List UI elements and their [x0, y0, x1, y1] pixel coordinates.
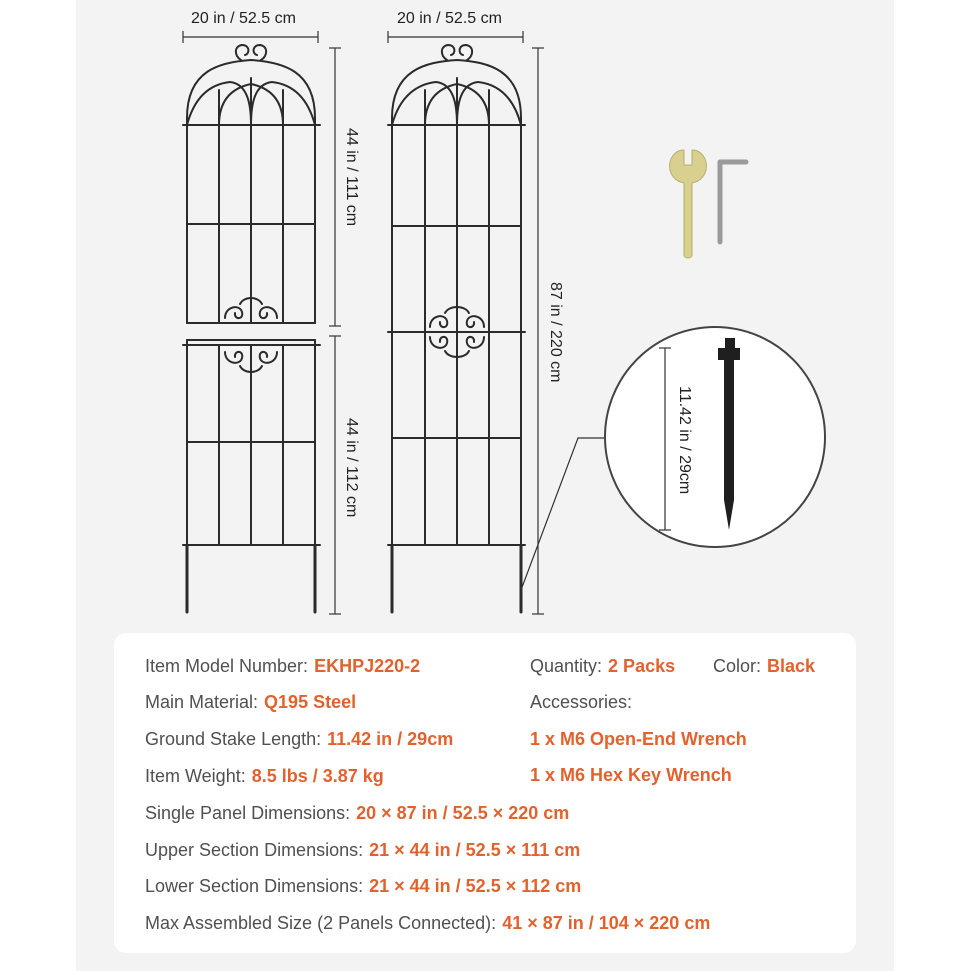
- lower-height-label: 44 in / 112 cm: [343, 418, 360, 518]
- spec-label: Ground Stake Length:: [145, 729, 322, 749]
- spec-value: 21 × 44 in / 52.5 × 112 cm: [369, 876, 582, 896]
- spec-value: 8.5 lbs / 3.87 kg: [251, 766, 384, 786]
- wrench-icon: [670, 150, 707, 258]
- right-panel-width-label: 20 in / 52.5 cm: [397, 10, 502, 27]
- total-height-label: 87 in / 220 cm: [547, 282, 564, 383]
- spec-value: Q195 Steel: [264, 692, 357, 712]
- spec-value: Black: [767, 656, 816, 676]
- spec-label: Main Material:: [145, 692, 259, 712]
- spec-label: Max Assembled Size (2 Panels Connected):: [145, 913, 497, 933]
- spec-max-assembled: [145, 913, 710, 934]
- spec-material: [145, 692, 356, 713]
- spec-label: Accessories:: [530, 692, 633, 712]
- spec-label: Lower Section Dimensions:: [145, 876, 364, 896]
- spec-upper-section: [145, 840, 580, 861]
- spec-lower-section: [145, 876, 581, 897]
- stake-length-label: 11.42 in / 29cm: [676, 386, 693, 495]
- right-trellis-panel: [388, 45, 525, 612]
- spec-value: 1 x M6 Open-End Wrench: [530, 729, 747, 749]
- left-trellis-panel: [183, 45, 320, 612]
- spec-value: 2 Packs: [608, 656, 676, 676]
- spec-accessory-hex-key: [530, 765, 732, 786]
- spec-label: Item Model Number:: [145, 656, 309, 676]
- spec-item-model: [145, 656, 420, 677]
- spec-color: [713, 656, 815, 677]
- spec-accessories: [530, 692, 632, 713]
- spec-label: Item Weight:: [145, 766, 246, 786]
- spec-value: 41 × 87 in / 104 × 220 cm: [502, 913, 711, 933]
- hex-key-icon: [720, 162, 746, 242]
- spec-value: 11.42 in / 29cm: [327, 729, 454, 749]
- upper-height-label: 44 in / 111 cm: [343, 128, 360, 227]
- spec-value: 21 × 44 in / 52.5 × 111 cm: [369, 840, 581, 860]
- spec-accessory-wrench: [530, 729, 747, 750]
- spec-weight: [145, 766, 384, 787]
- left-panel-width-label: 20 in / 52.5 cm: [191, 10, 296, 27]
- spec-quantity: [530, 656, 675, 677]
- stake-detail: [605, 327, 825, 547]
- spec-value: EKHPJ220-2: [314, 656, 421, 676]
- spec-card: [114, 633, 856, 953]
- spec-label: Single Panel Dimensions:: [145, 803, 351, 823]
- spec-value: 20 × 87 in / 52.5 × 220 cm: [356, 803, 570, 823]
- spec-value: 1 x M6 Hex Key Wrench: [530, 765, 732, 785]
- spec-stake-length: [145, 729, 453, 750]
- spec-label: Color:: [713, 656, 762, 676]
- spec-label: Quantity:: [530, 656, 603, 676]
- spec-single-panel: [145, 803, 569, 824]
- spec-label: Upper Section Dimensions:: [145, 840, 364, 860]
